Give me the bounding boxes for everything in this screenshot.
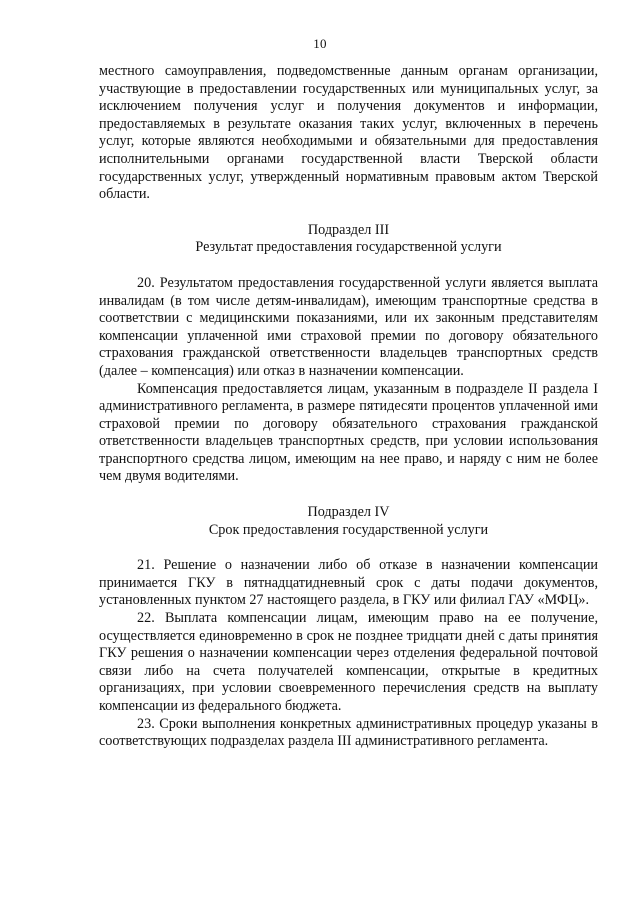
paragraph-21: 21. Решение о назначении либо об отказе в назначении компенсации принимается ГКУ в пятнадцатидневный срок с даты подачи документов, установленных пунктом 27 настоящего раздела, в ГКУ или филиал ГАУ «МФЦ». — [99, 557, 598, 609]
page-number: 10 — [313, 36, 327, 51]
paragraph-compensation: Компенсация предоставляется лицам, указанным в подразделе II раздела I административного регламента, в размере пятидесяти процентов уплаченной ими страховой премии по договору обязательного страхования гражданской ответственности владельцев транспортных средств, при условии использования транспортного средства лицом, имеющим на нее право, и наряду с ним не более чем двумя водителями. — [99, 380, 598, 485]
paragraph-20: 20. Результатом предоставления государственной услуги является выплата инвалидам (в том числе детям-инвалидам), имеющим транспортные средства в соответствии с медицинскими показаниями, или их законным представителям компенсации уплаченной ими страховой премии по договору обязательного страхования гражданской ответственности владельцев транспортных средств (далее – компенсация) или отказ в назначении компенсации. — [99, 274, 598, 379]
subsection-3-title: Подраздел III — [307, 221, 390, 238]
subsection-3-subtitle: Результат предоставления государственной услуги — [195, 239, 502, 256]
subsection-4-subtitle: Срок предоставления государственной услуги — [208, 521, 489, 538]
intro-paragraph: местного самоуправления, подведомственные данным органам организации, участвующие в предоставлении государственных или муниципальных услуг, за исключением получения услуг и получения документов и информации, предоставляемых в результате оказания таких услуг, включенных в перечень услуг, которые являются необходимыми и обязательными для предоставления исполнительными органами государственной власти Тверской области государственных услуг, утвержденный нормативным правовым актом Тверской области. — [99, 63, 598, 203]
subsection-4-title: Подраздел IV — [307, 504, 390, 521]
paragraph-22: 22. Выплата компенсации лицам, имеющим право на ее получение, осуществляется единовременно в срок не позднее тридцати дней с даты принятия ГКУ решения о назначении компенсации через отделения федеральной почтовой связи либо на счета получателей компенсации, открытые в кредитных организациях, при условии своевременного перечисления средств на выплату компенсации из федерального бюджета. — [99, 610, 598, 714]
page-content — [99, 63, 598, 751]
paragraph-23: 23. Сроки выполнения конкретных административных процедур указаны в соответствующих подразделах раздела III административного регламента. — [99, 715, 598, 750]
